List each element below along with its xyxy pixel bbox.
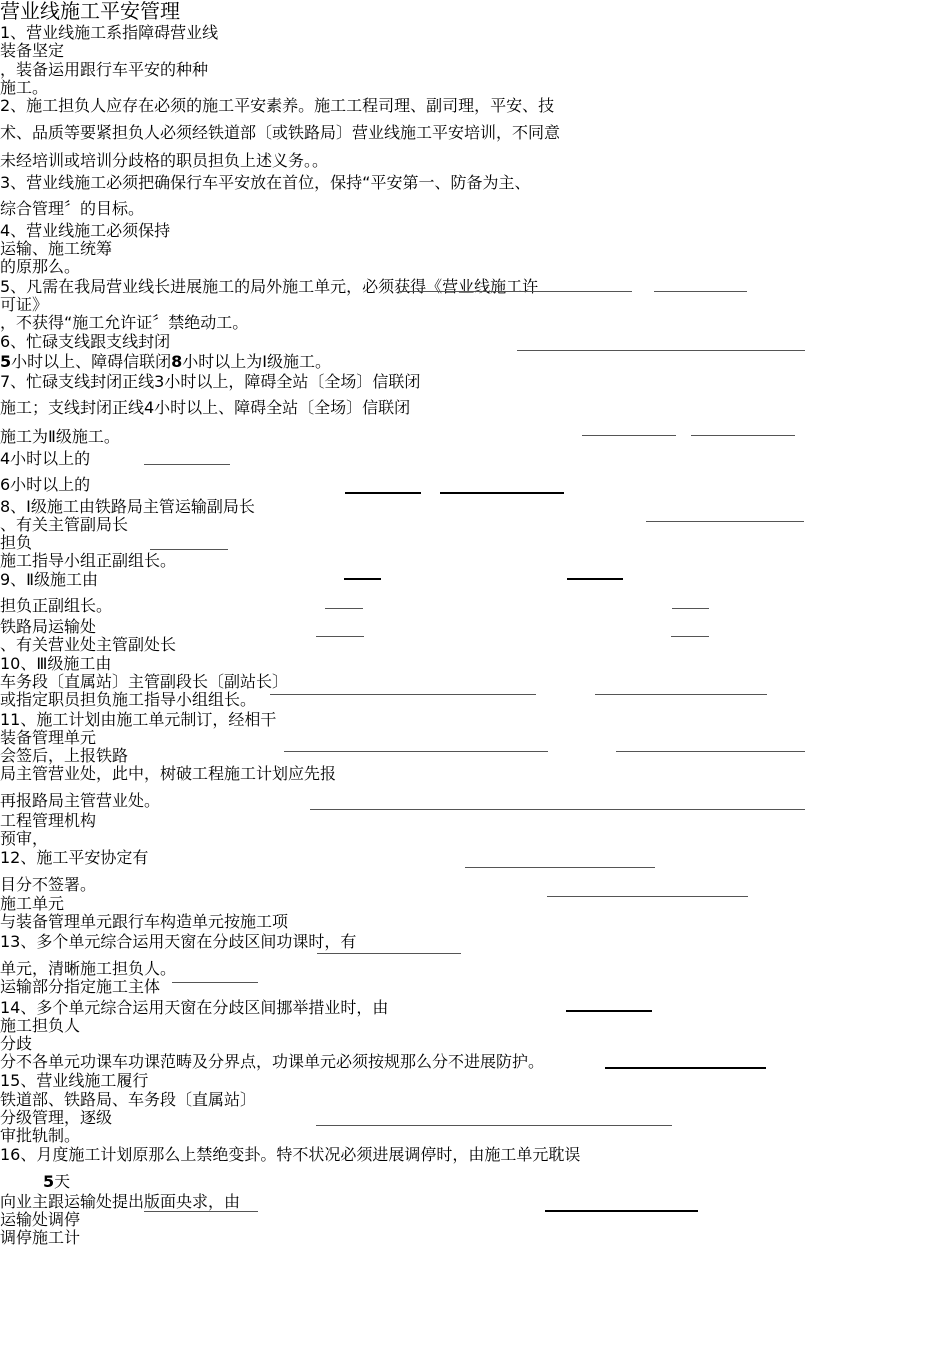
text-line: 施工担负人	[0, 1016, 81, 1035]
text-line: 7、忙碌支线封闭正线3小时以上，障碍全站〔全场〕信联闭	[0, 372, 421, 391]
text-line: 5天	[43, 1172, 71, 1191]
rule-line	[517, 350, 805, 351]
text-line: 铁道部、铁路局、车务段〔直属站〕	[0, 1090, 257, 1109]
rule-line	[672, 608, 709, 609]
text-line: 5小时以上、障碍信联闭8小时以上为Ⅰ级施工。	[0, 352, 332, 371]
doc-title: 营业线施工平安管理	[0, 0, 180, 23]
rule-line	[172, 982, 258, 983]
rule-line	[545, 1210, 698, 1212]
number-5: 5	[0, 352, 12, 371]
number-8: 8	[171, 352, 183, 371]
text-line: 分歧	[0, 1034, 33, 1053]
text-line: 的原那么。	[0, 257, 81, 276]
rule-line	[566, 1010, 652, 1012]
rule-line	[144, 1211, 258, 1212]
text-line: 6、忙碌支线跟支线封闭	[0, 332, 171, 351]
text-line: 4小时以上的	[0, 449, 91, 468]
text-line: 预审，	[0, 829, 49, 848]
rule-line	[316, 1125, 672, 1126]
text-line: 15、营业线施工履行	[0, 1071, 149, 1090]
text-line: 审批轨制。	[0, 1126, 81, 1145]
text-line: 向业主跟运输处提出版面央求，由	[0, 1192, 241, 1211]
text-line: 与装备管理单元跟行车构造单元按施工项	[0, 912, 289, 931]
text-line: 单元，清晰施工担负人。	[0, 959, 177, 978]
rule-line	[691, 435, 795, 436]
rule-line	[605, 1067, 766, 1069]
text-line: 施工；支线封闭正线4小时以上、障碍全站〔全场〕信联闭	[0, 398, 411, 417]
text-line: 局主管营业处，此中，树破工程施工计划应先报	[0, 764, 337, 783]
text-line: 调停施工计	[0, 1228, 81, 1247]
text-line: ，装备运用跟行车平安的种种	[0, 60, 209, 79]
rule-line	[144, 464, 230, 465]
text-line: 4、营业线施工必须保持	[0, 221, 171, 240]
text-line: 8、Ⅰ级施工由铁路局主管运输副局长	[0, 497, 255, 516]
text-line: 16、月度施工计划原那么上禁绝变卦。特不状况必须进展调停时，由施工单元耽误	[0, 1145, 581, 1164]
text-line: 术、品质等要紧担负人必须经铁道部〔或铁路局〕营业线施工平安培训，不同意	[0, 123, 561, 142]
rule-line	[316, 636, 364, 637]
number-5-days: 5	[43, 1172, 55, 1191]
rule-line	[150, 549, 228, 550]
text-line: 14、多个单元综合运用天窗在分歧区间挪举措业时，由	[0, 998, 389, 1017]
text-line: 车务段〔直属站〕主管副段长〔副站长〕	[0, 672, 289, 691]
rule-line	[547, 896, 748, 897]
text-line: 未经培训或培训分歧格的职员担负上述义务。。	[0, 151, 329, 170]
rule-line	[284, 751, 548, 752]
text-line: 10、Ⅲ级施工由	[0, 654, 112, 673]
rule-line	[671, 636, 709, 637]
rule-line	[325, 608, 363, 609]
rule-line	[654, 291, 747, 292]
text-line: 、有关营业处主管副处长	[0, 635, 177, 654]
text-line: 12、施工平安协定有	[0, 848, 149, 867]
rule-line	[317, 953, 461, 954]
text-line: 施工。	[0, 78, 49, 97]
rule-line	[646, 521, 804, 522]
text-line: ，不获得“施工允许证〞禁绝动工。	[0, 313, 249, 332]
text-line: 会签后，上报铁路	[0, 746, 129, 765]
rule-line	[616, 751, 805, 752]
rule-line	[310, 809, 805, 810]
rule-line	[270, 694, 536, 695]
text-line: 担负正副组长。	[0, 596, 113, 615]
rule-line	[345, 492, 421, 494]
text-line: 担负	[0, 533, 33, 552]
text-line: 铁路局运输处	[0, 617, 97, 636]
text-line: 运输处调停	[0, 1210, 81, 1229]
rule-line	[344, 578, 381, 580]
rule-line	[440, 492, 564, 494]
text-line: 工程管理机构	[0, 811, 97, 830]
text-line: 综合管理〞的目标。	[0, 199, 145, 218]
text-line: 3、营业线施工必须把确保行车平安放在首位，保持“平安第一、防备为主、	[0, 173, 531, 192]
rule-line	[595, 694, 767, 695]
text-line: 装备坚定	[0, 41, 65, 60]
text-line: 可证》	[0, 295, 49, 314]
text-line: 分级管理，逐级	[0, 1108, 113, 1127]
text-line: 2、施工担负人应存在必须的施工平安素养。施工工程司理、副司理，平安、技	[0, 96, 555, 115]
text-line: 运输部分指定施工主体	[0, 977, 161, 996]
text-line: 1、营业线施工系指障碍营业线	[0, 23, 219, 42]
text-line: 9、Ⅱ级施工由	[0, 570, 99, 589]
rule-line	[567, 578, 623, 580]
text-line: 11、施工计划由施工单元制订，经相干	[0, 710, 277, 729]
text-line: 运输、施工统筹	[0, 239, 113, 258]
text-line: 13、多个单元综合运用天窗在分歧区间功课时，有	[0, 932, 357, 951]
rule-line	[582, 435, 676, 436]
text-line: 分不各单元功课车功课范畴及分界点，功课单元必须按规那么分不进展防护。	[0, 1052, 545, 1071]
text-line: 施工单元	[0, 894, 65, 913]
text-line: 施工为Ⅱ级施工。	[0, 427, 120, 446]
text-line: 6小时以上的	[0, 475, 91, 494]
text-line: 施工指导小组正副组长。	[0, 551, 177, 570]
rule-line	[465, 867, 655, 868]
text-line: 装备管理单元	[0, 728, 97, 747]
text-line: 或指定职员担负施工指导小组组长。	[0, 690, 257, 709]
text-line: 再报路局主管营业处。	[0, 791, 161, 810]
text-line: 、有关主管副局长	[0, 515, 129, 534]
rule-line	[400, 291, 632, 292]
text-line: 5、凡需在我局营业线长进展施工的局外施工单元，必须获得《营业线施工许	[0, 277, 539, 296]
text-line: 目分不签署。	[0, 875, 97, 894]
